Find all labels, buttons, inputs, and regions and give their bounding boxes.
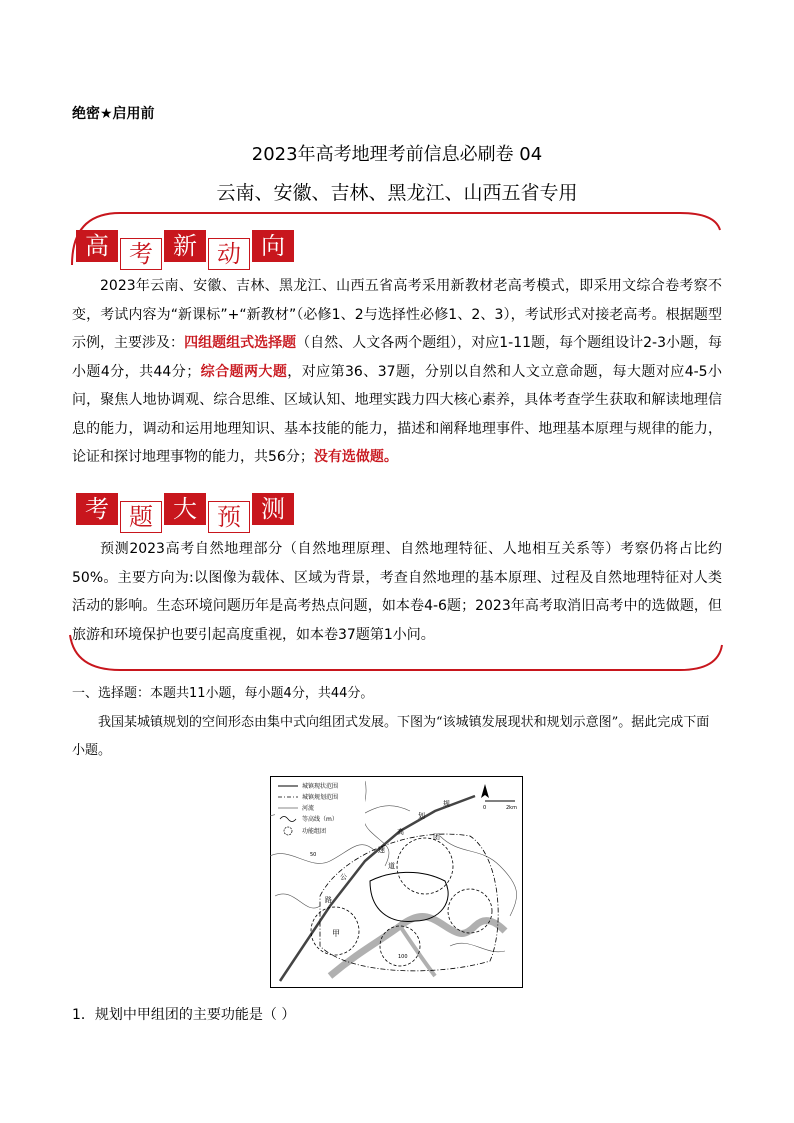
town-plan-map (270, 776, 523, 988)
paper-title: 2023年高考地理考前信息必刷卷 04 (251, 144, 543, 165)
banner-forecast (76, 493, 294, 533)
legend-group: 功能组团 (302, 828, 327, 835)
banner-char: 测 (252, 493, 294, 525)
road-char: 公 (340, 873, 347, 881)
label-dao: 道 (388, 862, 395, 870)
road-char: 划 (418, 812, 425, 820)
forecast-paragraph (72, 535, 722, 649)
legend-river: 河流 (302, 805, 315, 812)
trend-text-a: 2023年云南、安徽、吉林、黑龙江、山西五省高考采用新教材老高考模式，即采用文综合卷考察不变，考试内容为“新课标”+“新教材”（必修1、2与选择性必修1、2、3），考试形式对接老高考。根据题型示例，主要涉及： (72, 278, 722, 351)
secret-mark: 绝密★启用前 (72, 106, 155, 122)
road-char: 高 (397, 828, 404, 836)
banner-char: 预 (208, 501, 250, 533)
contour-100: 100 (398, 954, 408, 960)
legend-contour: 等高线（m） (302, 816, 338, 823)
legend-planned: 城镇规划范围 (302, 794, 339, 801)
banner-char: 动 (208, 238, 250, 270)
intro-text: 我国某城镇规划的空间形态由集中式向组团式发展。下图为“该城镇发展现状和规划示意图”。据此完成下面小题。 (72, 715, 710, 758)
banner-char: 大 (164, 493, 206, 525)
label-tuan: 团 (433, 833, 440, 841)
road-char: 路 (325, 896, 332, 904)
legend-current: 城镇现状范围 (302, 783, 339, 790)
banner-char: 题 (120, 501, 162, 533)
contour-50: 50 (310, 852, 317, 858)
trend-text-b: （自然、人文各两个题组），对应1-11题，每个题组设计2-3小题，每小题4分，共44分； (72, 335, 723, 380)
road-char: 规 (443, 800, 450, 808)
label-jia: 甲 (332, 929, 340, 938)
scale-end: 2km (506, 805, 517, 811)
question-1: 1．规划中甲组团的主要功能是（ ） (72, 1007, 296, 1023)
banner-trend (76, 230, 294, 270)
banner-char: 向 (252, 230, 294, 262)
forecast-text: 预测2023高考自然地理部分（自然地理原理、自然地理特征、人地相互关系等）考察仍将占比约50%。主要方向为:以图像为载体、区域为背景，考查自然地理的基本原理、过程及自然地理特征对人类活动的影响。生态环境问题历年是高考热点问题，如本卷4-6题；2023年高考取消旧高考中的选做题，但旅游和环境保护也要引起高度重视，如本卷37题第1小问。 (72, 541, 722, 643)
banner-char: 考 (120, 238, 162, 270)
scale-zero: 0 (483, 805, 487, 811)
question-intro (72, 709, 722, 765)
trend-highlight-3: 没有选做题。 (313, 449, 398, 465)
trend-text-c: ，对应第36、37题，分别以自然和人文立意命题，每大题对应4-5小问，聚焦人地协调观、综合思维、区域认知、地理实践力四大核心素养，具体考查学生获取和解读地理信息的能力，调动和运用地理知识、基本技能的能力，描述和阐释地理事件、地理基本原理与规律的能力，论证和探讨地理事物的能力，共56分； (72, 363, 722, 465)
banner-char: 考 (76, 493, 118, 525)
trend-paragraph (72, 272, 722, 472)
banner-char: 高 (76, 230, 118, 262)
section-heading: 一、选择题：本题共11小题，每小题4分，共44分。 (72, 686, 374, 701)
trend-highlight-1: 四组题组式选择题 (184, 335, 297, 351)
trend-highlight-2: 综合题两大题 (200, 363, 288, 380)
banner-char: 新 (164, 230, 206, 262)
road-char: 速 (378, 846, 385, 854)
paper-subtitle: 云南、安徽、吉林、黑龙江、山西五省专用 (216, 182, 578, 204)
